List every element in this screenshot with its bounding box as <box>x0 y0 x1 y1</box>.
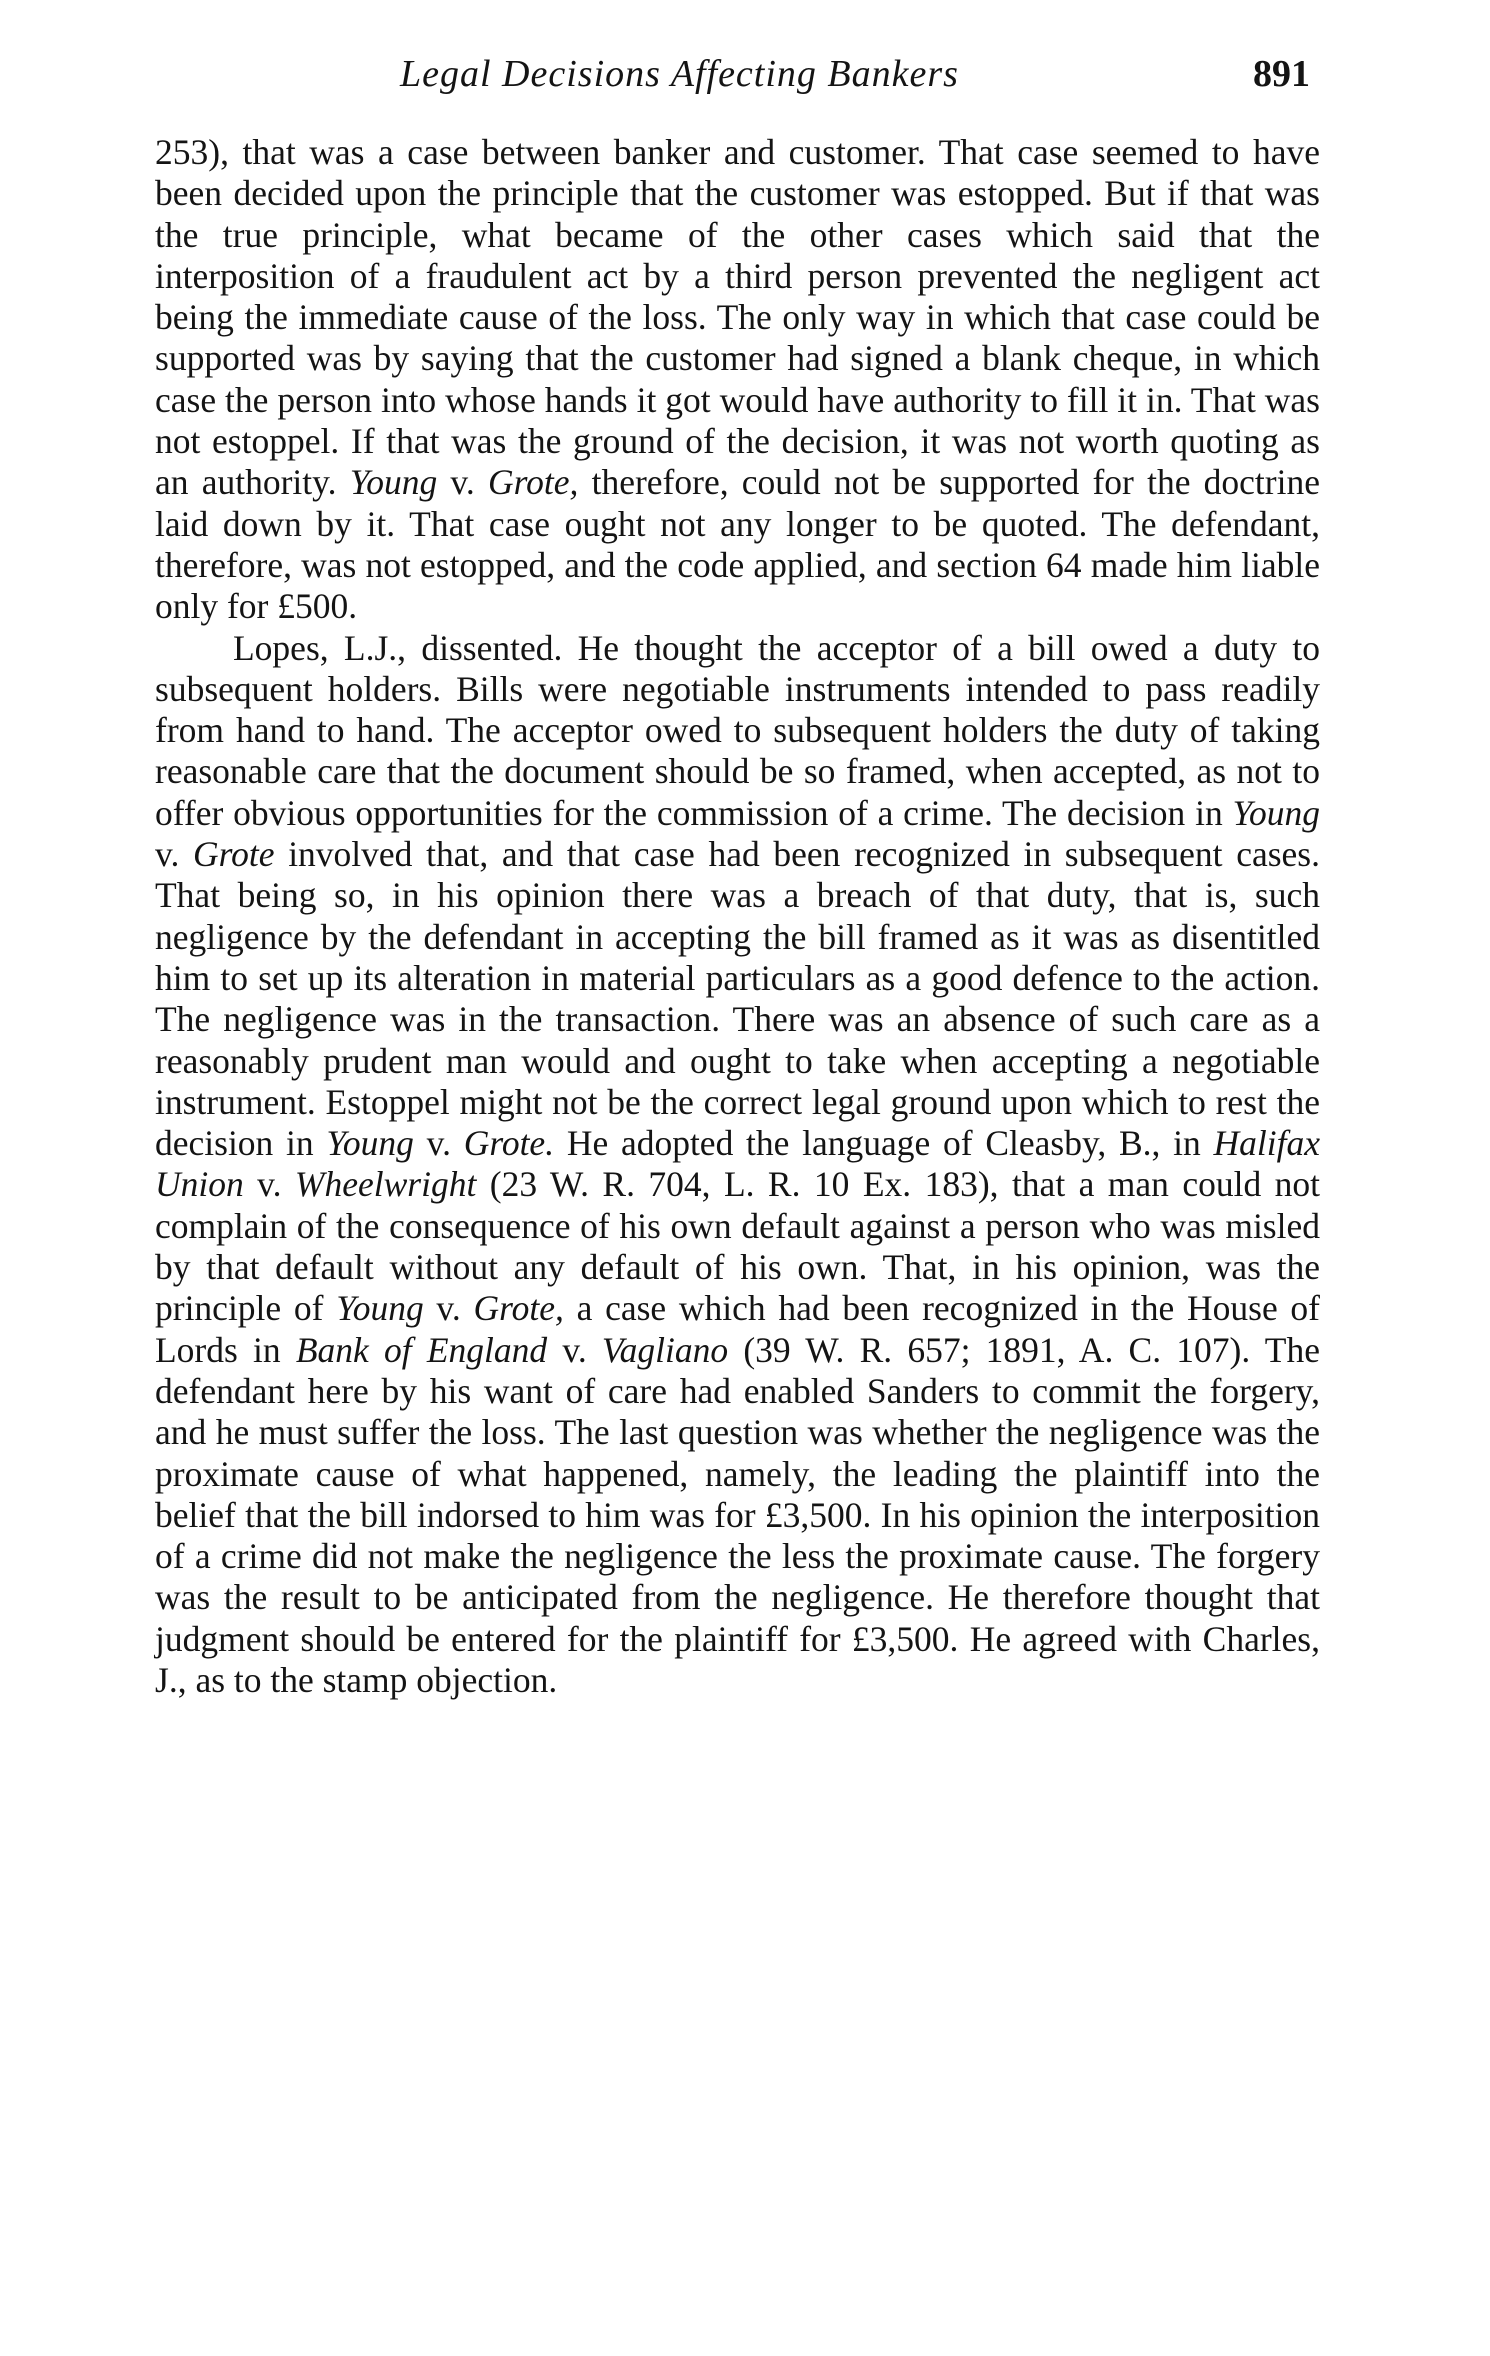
body-text-run: therefore, could not be supported for the doctrine laid down by it. That case ought not any longer to be quoted. The defendant, therefore, was not estopped, and the code applied, and section 64 made him liable only for £500. <box>155 462 1320 627</box>
case-name-text: Young <box>336 1288 424 1329</box>
body-text-run: Lopes, L.J., dissented. He thought the acceptor of a bill owed a duty to subsequent holders. Bills were negotiable instruments intended to pass readily from hand to hand. The acceptor owed to subsequent holders the duty of taking reasonable care that the document should be so framed, when accepted, as not to offer obvious opportunities for the commission of a crime. The decision in <box>155 627 1320 833</box>
case-name-text: Young <box>326 1123 414 1164</box>
body-text-run: v. <box>437 462 488 503</box>
case-name-text: Halifax Union <box>155 1123 1320 1205</box>
body-text-run: involved that, and that case had been recognized in subsequent cases. That being so, in his opinion there was a breach of that duty, that is, such negligence by the defendant in accepting the bill framed as it was as disentitled him to set up its alteration in material particulars as a good defence to the action. The negligence was in the transaction. There was an absence of such care as a reasonably prudent man would and ought to take when accepting a negotiable instrument. Estoppel might not be the correct legal ground upon which to rest the decision in <box>155 834 1320 1164</box>
body-text-run: (39 W. R. 657; 1891, A. C. 107). The defendant here by his want of care had enabled Sanders to commit the forgery, and he must suffer the loss. The last question was whether the negligence was the proximate cause of what happened, namely, the leading the plaintiff into the belief that the bill indorsed to him was for £3,500. In his opinion the interposition of a crime did not make the negligence the less the proximate cause. The forgery was the result to be anticipated from the negligence. He therefore thought that judgment should be entered for the plaintiff for £3,500. He agreed with Charles, J., as to the stamp objection. <box>155 1329 1321 1700</box>
paragraph <box>155 628 1320 1702</box>
body-text-run: 253), that was a case between banker and customer. That case seemed to have been decided upon the principle that the customer was estopped. But if that was the true principle, what became of the other cases which said that the interposition of a fraudulent act by a third person prevented the negligent act being the immediate cause of the loss. The only way in which that case could be supported was by saying that the customer had signed a blank cheque, in which case the person into whose hands it got would have authority to fill it in. That was not estoppel. If that was the ground of the decision, it was not worth quoting as an authority. <box>155 132 1320 503</box>
case-name-text: Young <box>349 462 438 503</box>
body-text-run: (23 W. R. 704, L. R. 10 Ex. 183), that a man could not complain of the consequence of his own default against a person who was misled by that default without any default of his own. That, in his opinion, was the principle of <box>155 1164 1320 1329</box>
case-name-text: Wheelwright <box>294 1164 477 1205</box>
case-name-text: Young <box>1232 792 1320 833</box>
case-name-text: Bank of England <box>295 1329 548 1370</box>
case-name-text: Vagliano <box>601 1329 729 1370</box>
body-text <box>155 132 1320 1701</box>
running-title: Legal Decisions Affecting Bankers <box>400 53 959 95</box>
case-name-text: Grote <box>193 834 275 875</box>
body-text-run: v. <box>547 1329 602 1370</box>
body-text-run: v. <box>243 1164 295 1205</box>
body-text-run: a case which had been recognized in the House of Lords in <box>155 1288 1320 1370</box>
body-text-run: He adopted the language of Cleasby, B., in <box>554 1123 1214 1164</box>
paragraph <box>155 132 1320 628</box>
body-text-run: v. <box>413 1123 464 1164</box>
body-text-run: v. <box>423 1288 474 1329</box>
page-header <box>150 52 1310 112</box>
body-text-run: v. <box>155 834 193 875</box>
case-name-text: Grote. <box>463 1123 555 1164</box>
page-number: 891 <box>1253 53 1310 95</box>
case-name-text: Grote, <box>473 1288 564 1329</box>
case-name-text: Grote, <box>487 462 579 503</box>
